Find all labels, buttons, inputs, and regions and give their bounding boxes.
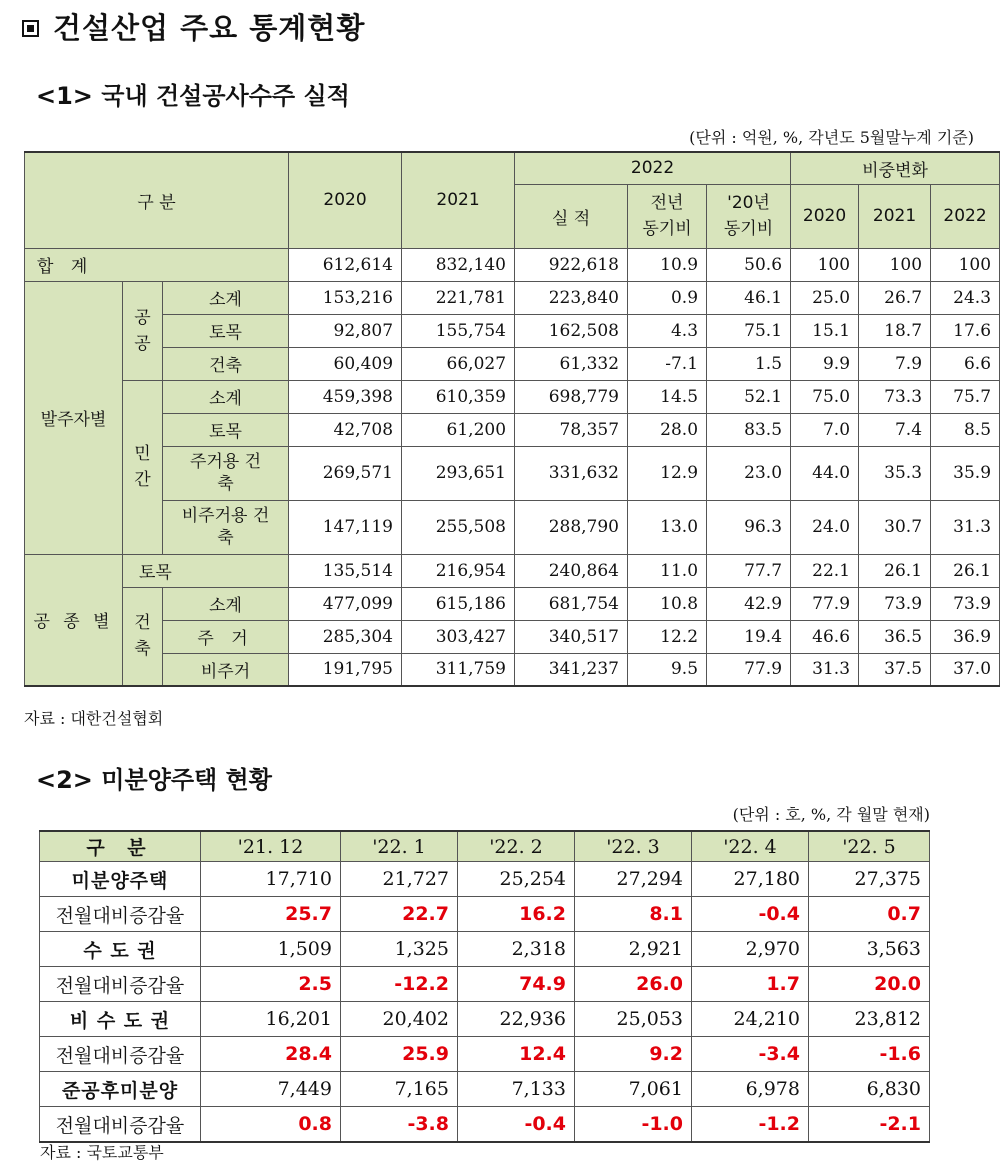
header-month: '22. 1 [341,831,458,862]
cell: -3.4 [692,1037,809,1072]
cell: 8.1 [575,897,692,932]
cell: 288,790 [515,500,628,554]
cell: -0.4 [458,1107,575,1143]
row-building-housing [25,620,1000,653]
section1-unit: (단위 : 억원, %, 각년도 5월말누계 기준) [689,128,974,147]
label-by-orderer: 발주자별 [25,281,123,554]
cell: 36.5 [859,620,931,653]
cell: 0.9 [628,281,707,314]
row-private-nonresidential [25,500,1000,554]
cell: 8.5 [931,413,1000,446]
cell: -12.2 [341,967,458,1002]
row-completed-unsold-change [40,1107,930,1143]
label-subtotal: 소계 [163,380,289,413]
cell: 15.1 [791,314,859,347]
cell: 331,632 [515,446,628,500]
header-yoy: 전년 동기비 [628,184,707,248]
cell: 27,180 [692,862,809,897]
cell: 2,921 [575,932,692,967]
cell: -2.1 [809,1107,930,1143]
cell: 75.1 [707,314,791,347]
label-subtotal: 소계 [163,587,289,620]
cell: 75.0 [791,380,859,413]
cell: 28.4 [201,1037,341,1072]
label-civil: 토목 [123,554,289,587]
cell: -0.4 [692,897,809,932]
cell: 16.2 [458,897,575,932]
cell: 26.0 [575,967,692,1002]
cell: 1,509 [201,932,341,967]
cell: 0.8 [201,1107,341,1143]
header-actual: 실 적 [515,184,628,248]
cell: 4.3 [628,314,707,347]
header-month: '21. 12 [201,831,341,862]
cell: 147,119 [289,500,402,554]
cell: 31.3 [791,653,859,686]
label-private: 민 간 [123,380,163,554]
section1-heading: <1> 국내 건설공사수주 실적 [36,82,350,110]
header-share-2022: 2022 [931,184,1000,248]
cell: 37.5 [859,653,931,686]
cell: 303,427 [402,620,515,653]
cell: 681,754 [515,587,628,620]
label-total: 합 계 [25,248,289,281]
cell: 78,357 [515,413,628,446]
cell: -7.1 [628,347,707,380]
page-title [22,6,365,47]
row-label: 미분양주택 [40,862,201,897]
header-row [40,831,930,862]
row-non-capital-area-change [40,1037,930,1072]
cell: 73.9 [859,587,931,620]
cell: 612,614 [289,248,402,281]
row-capital-area-change [40,967,930,1002]
row-building-nonhousing [25,653,1000,686]
cell: 20.0 [809,967,930,1002]
cell: 20,402 [341,1002,458,1037]
cell: 9.2 [575,1037,692,1072]
cell: 24.0 [791,500,859,554]
cell: 10.9 [628,248,707,281]
cell: 35.3 [859,446,931,500]
header-month: '22. 3 [575,831,692,862]
cell: 7.4 [859,413,931,446]
cell: 61,200 [402,413,515,446]
cell: 7.9 [859,347,931,380]
cell: 42.9 [707,587,791,620]
cell: 1.5 [707,347,791,380]
label-nonresidential: 비주거용 건축 [163,500,289,554]
cell: 37.0 [931,653,1000,686]
cell: 60,409 [289,347,402,380]
row-public-arch [25,347,1000,380]
row-label: 전월대비증감율 [40,1107,201,1143]
cell: 16,201 [201,1002,341,1037]
cell: 3,563 [809,932,930,967]
cell: 77.9 [707,653,791,686]
cell: 17.6 [931,314,1000,347]
cell: 25,254 [458,862,575,897]
cell: 6,830 [809,1072,930,1107]
cell: 9.9 [791,347,859,380]
cell: 7,061 [575,1072,692,1107]
row-type-civil [25,554,1000,587]
row-private-subtotal [25,380,1000,413]
cell: 52.1 [707,380,791,413]
row-label: 전월대비증감율 [40,897,201,932]
cell: 77.9 [791,587,859,620]
cell: 75.7 [931,380,1000,413]
header-2022: 2022 [515,152,791,184]
cell: 25,053 [575,1002,692,1037]
cell: 100 [791,248,859,281]
cell: 44.0 [791,446,859,500]
cell: 35.9 [931,446,1000,500]
cell: 223,840 [515,281,628,314]
cell: 698,779 [515,380,628,413]
page-title-text: 건설산업 주요 통계현황 [53,11,366,45]
row-non-capital-area [40,1002,930,1037]
cell: 19.4 [707,620,791,653]
row-label: 비 수 도 권 [40,1002,201,1037]
row-label: 준공후미분양 [40,1072,201,1107]
section1-source: 자료 : 대한건설협회 [24,709,164,728]
label-subtotal: 소계 [163,281,289,314]
cell: 240,864 [515,554,628,587]
row-private-civil [25,413,1000,446]
cell: 311,759 [402,653,515,686]
cell: 25.0 [791,281,859,314]
construction-orders-table [24,151,1000,687]
cell: 25.7 [201,897,341,932]
row-public-civil [25,314,1000,347]
cell: -3.8 [341,1107,458,1143]
cell: 162,508 [515,314,628,347]
header-month: '22. 4 [692,831,809,862]
header-category: 구 분 [40,831,201,862]
unsold-housing-table [39,830,930,1143]
header-share-2020: 2020 [791,184,859,248]
cell: 27,375 [809,862,930,897]
cell: 14.5 [628,380,707,413]
cell: 23,812 [809,1002,930,1037]
cell: 24,210 [692,1002,809,1037]
cell: 340,517 [515,620,628,653]
cell: 477,099 [289,587,402,620]
cell: 21,727 [341,862,458,897]
cell: 36.9 [931,620,1000,653]
row-public-subtotal [25,281,1000,314]
cell: 31.3 [931,500,1000,554]
header-share: 비중변화 [791,152,1000,184]
cell: 13.0 [628,500,707,554]
cell: 12.2 [628,620,707,653]
cell: 18.7 [859,314,931,347]
label-arch: 건축 [163,347,289,380]
section2-heading: <2> 미분양주택 현황 [36,766,272,794]
cell: 73.3 [859,380,931,413]
cell: 2,318 [458,932,575,967]
header-category: 구 분 [25,152,289,248]
cell: 269,571 [289,446,402,500]
cell: 922,618 [515,248,628,281]
cell: 610,359 [402,380,515,413]
row-capital-area [40,932,930,967]
cell: 255,508 [402,500,515,554]
cell: 12.4 [458,1037,575,1072]
cell: 25.9 [341,1037,458,1072]
cell: 96.3 [707,500,791,554]
header-2020: 2020 [289,152,402,248]
cell: 191,795 [289,653,402,686]
cell: 24.3 [931,281,1000,314]
cell: 1.7 [692,967,809,1002]
cell: 27,294 [575,862,692,897]
cell: 0.7 [809,897,930,932]
cell: -1.0 [575,1107,692,1143]
cell: 28.0 [628,413,707,446]
cell: 11.0 [628,554,707,587]
label-building: 건 축 [123,587,163,686]
cell: 293,651 [402,446,515,500]
cell: 7,449 [201,1072,341,1107]
cell: 9.5 [628,653,707,686]
label-housing: 주 거 [163,620,289,653]
cell: -1.6 [809,1037,930,1072]
row-label: 수 도 권 [40,932,201,967]
label-nonhousing: 비주거 [163,653,289,686]
cell: 100 [931,248,1000,281]
cell: 22.7 [341,897,458,932]
cell: 2,970 [692,932,809,967]
cell: 61,332 [515,347,628,380]
cell: 7,133 [458,1072,575,1107]
cell: 46.6 [791,620,859,653]
cell: 83.5 [707,413,791,446]
row-building-subtotal [25,587,1000,620]
cell: 155,754 [402,314,515,347]
header-2021: 2021 [402,152,515,248]
cell: 66,027 [402,347,515,380]
header-month: '22. 5 [809,831,930,862]
cell: 22.1 [791,554,859,587]
cell: 459,398 [289,380,402,413]
row-unsold-total [40,862,930,897]
label-residential: 주거용 건축 [163,446,289,500]
cell: 6.6 [931,347,1000,380]
header-share-2021: 2021 [859,184,931,248]
cell: 12.9 [628,446,707,500]
cell: 2.5 [201,967,341,1002]
cell: 216,954 [402,554,515,587]
cell: 26.1 [931,554,1000,587]
cell: 615,186 [402,587,515,620]
cell: 30.7 [859,500,931,554]
cell: 135,514 [289,554,402,587]
section2-source: 자료 : 국토교통부 [40,1143,164,1162]
label-civil: 토목 [163,413,289,446]
cell: 42,708 [289,413,402,446]
square-bullet-icon [22,20,39,37]
cell: 221,781 [402,281,515,314]
cell: 153,216 [289,281,402,314]
row-completed-unsold [40,1072,930,1107]
cell: 46.1 [707,281,791,314]
cell: 832,140 [402,248,515,281]
cell: 10.8 [628,587,707,620]
row-unsold-total-change [40,897,930,932]
cell: 77.7 [707,554,791,587]
cell: 92,807 [289,314,402,347]
label-civil: 토목 [163,314,289,347]
cell: 341,237 [515,653,628,686]
cell: -1.2 [692,1107,809,1143]
cell: 7.0 [791,413,859,446]
row-total [25,248,1000,281]
cell: 6,978 [692,1072,809,1107]
cell: 50.6 [707,248,791,281]
cell: 22,936 [458,1002,575,1037]
cell: 26.1 [859,554,931,587]
cell: 23.0 [707,446,791,500]
cell: 17,710 [201,862,341,897]
row-label: 전월대비증감율 [40,967,201,1002]
header-vs20: '20년 동기비 [707,184,791,248]
row-label: 전월대비증감율 [40,1037,201,1072]
header-month: '22. 2 [458,831,575,862]
cell: 100 [859,248,931,281]
section2-unit: (단위 : 호, %, 각 월말 현재) [732,805,930,824]
cell: 285,304 [289,620,402,653]
cell: 1,325 [341,932,458,967]
label-by-type: 공 종 별 [25,554,123,686]
label-public: 공 공 [123,281,163,380]
cell: 26.7 [859,281,931,314]
cell: 7,165 [341,1072,458,1107]
row-private-residential [25,446,1000,500]
cell: 73.9 [931,587,1000,620]
cell: 74.9 [458,967,575,1002]
